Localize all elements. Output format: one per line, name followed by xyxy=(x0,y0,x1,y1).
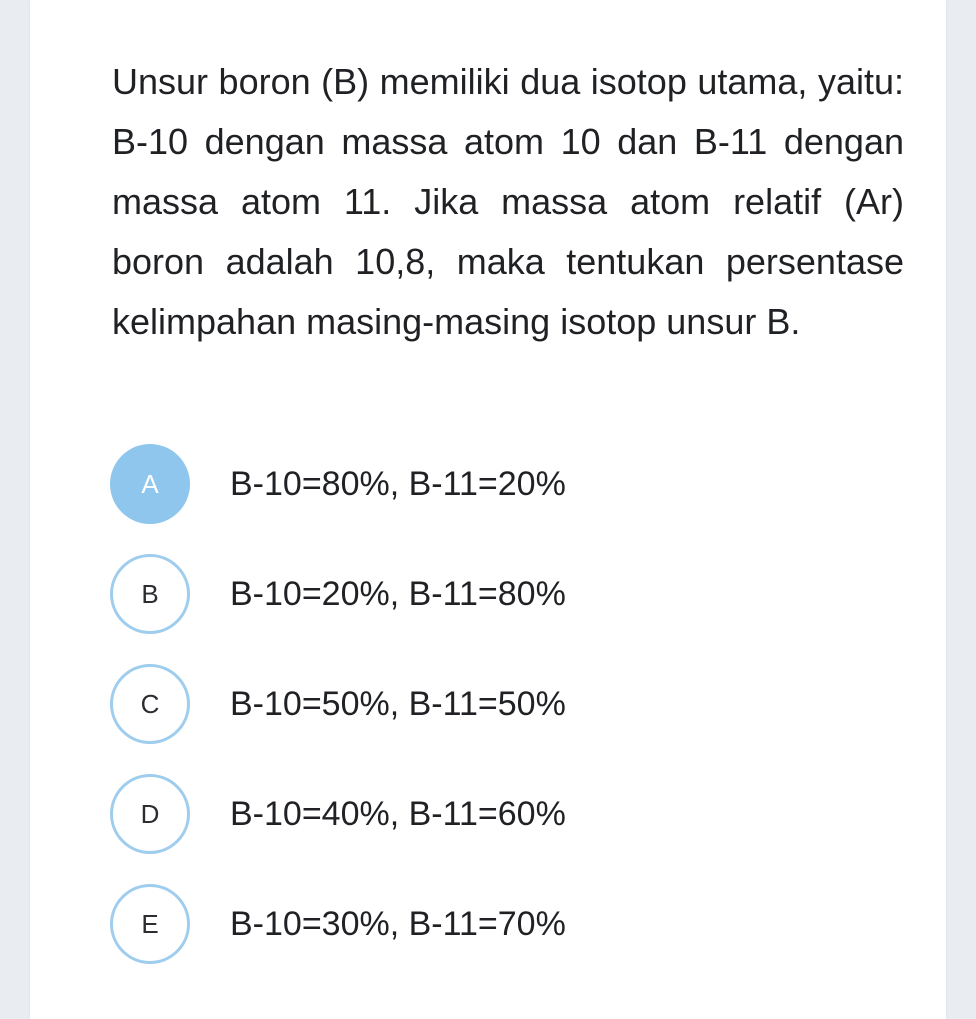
option-text[interactable]: B-10=80%, B-11=20% xyxy=(230,464,566,503)
option-e[interactable] xyxy=(110,884,910,964)
option-c[interactable] xyxy=(110,664,910,744)
option-letter-badge[interactable]: C xyxy=(110,664,190,744)
question-text: Unsur boron (B) memiliki dua isotop utama, yaitu: B-10 dengan massa atom 10 dan B-11 dengan massa atom 11. Jika massa atom relatif (Ar) boron adalah 10,8, maka tentukan persentase kelimpahan masing-masing isotop unsur B. xyxy=(112,61,904,342)
option-letter-badge[interactable]: A xyxy=(110,444,190,524)
question-card xyxy=(30,0,946,1019)
option-letter-badge[interactable]: B xyxy=(110,554,190,634)
option-text[interactable]: B-10=40%, B-11=60% xyxy=(230,794,566,833)
answer-options xyxy=(110,444,910,994)
option-text[interactable]: B-10=50%, B-11=50% xyxy=(230,684,566,723)
option-text[interactable]: B-10=30%, B-11=70% xyxy=(230,904,566,943)
option-letter-badge[interactable]: E xyxy=(110,884,190,964)
option-a[interactable] xyxy=(110,444,910,524)
option-b[interactable] xyxy=(110,554,910,634)
option-d[interactable] xyxy=(110,774,910,854)
option-text[interactable]: B-10=20%, B-11=80% xyxy=(230,574,566,613)
option-letter-badge[interactable]: D xyxy=(110,774,190,854)
